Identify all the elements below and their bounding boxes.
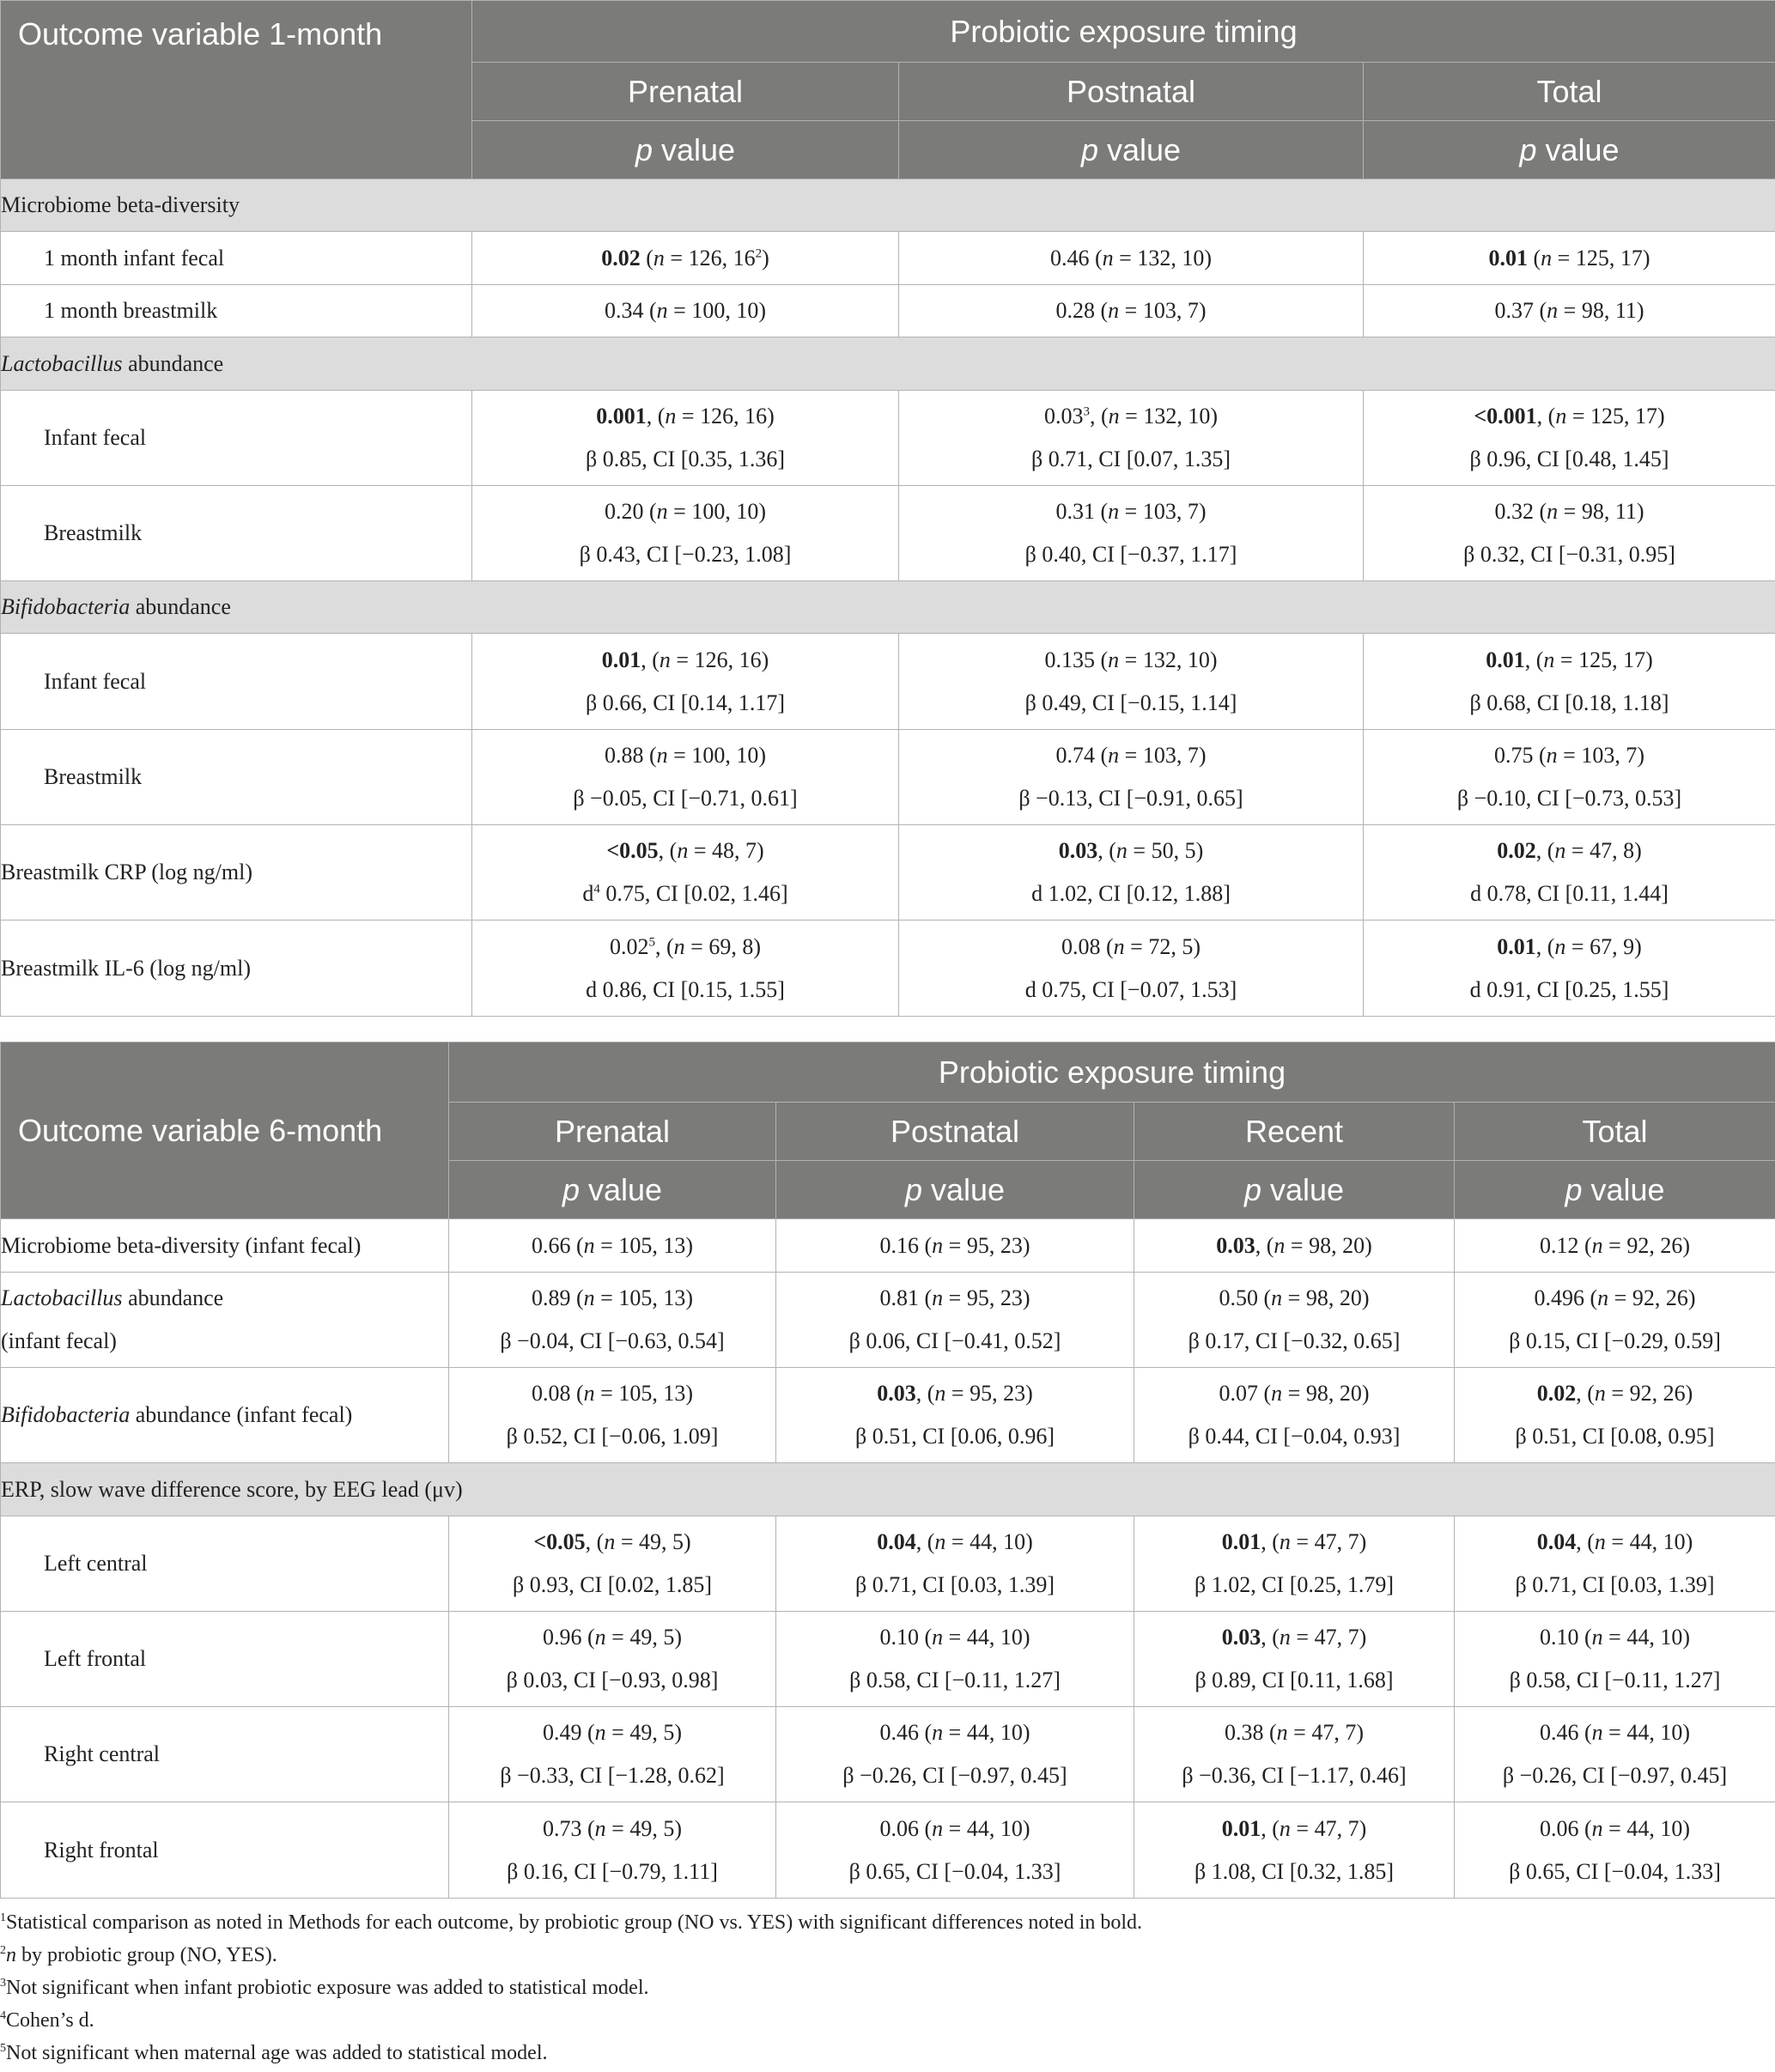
- footnote-2: $^2$n by probiotic group (NO, YES).: [0, 1944, 277, 1966]
- table-row: [1, 1707, 1775, 1802]
- cell-total: 0.37 (n = 98, 11): [1364, 285, 1775, 337]
- col-header-prenatal: Prenatal: [472, 63, 899, 121]
- cell-total: 0.06 (n = 44, 10) β 0.65, CI [−0.04, 1.33]: [1455, 1802, 1775, 1899]
- cell-postnatal: 0.46 (n = 132, 10): [899, 232, 1364, 285]
- pvalue-header: p value: [899, 121, 1364, 179]
- pvalue-header: p value: [1134, 1161, 1455, 1219]
- pvalue-header: p value: [472, 121, 899, 179]
- table-row: [1, 1273, 1775, 1368]
- cell-postnatal: 0.16 (n = 95, 23): [776, 1219, 1134, 1273]
- cell-prenatal: 0.49 (n = 49, 5) β −0.33, CI [−1.28, 0.62]: [449, 1707, 776, 1802]
- row-label: Infant fecal: [1, 634, 472, 730]
- cell-total: 0.75 (n = 103, 7) β −0.10, CI [−0.73, 0.53]: [1364, 730, 1775, 825]
- table-row: [1, 232, 1775, 285]
- cell-prenatal: 0.96 (n = 49, 5) β 0.03, CI [−0.93, 0.98]: [449, 1612, 776, 1707]
- row-label: 1 month infant fecal: [1, 232, 472, 285]
- col-header-total: Total: [1364, 63, 1775, 121]
- cell-prenatal: 0.66 (n = 105, 13): [449, 1219, 776, 1273]
- cell-prenatal: <0.05, (n = 48, 7) $d^4$ 0.75, CI [0.02, 1.46]: [472, 825, 899, 921]
- cell-total: 0.02, (n = 92, 26) β 0.51, CI [0.08, 0.95]: [1455, 1368, 1775, 1463]
- footnote-3: $^3$Not significant when infant probiotic exposure was added to statistical model.: [0, 1977, 649, 1999]
- section-row-beta-diversity: Microbiome beta-diversity: [1, 179, 1775, 232]
- cell-postnatal: 0.74 (n = 103, 7) β −0.13, CI [−0.91, 0.65]: [899, 730, 1364, 825]
- col-header-postnatal: Postnatal: [776, 1103, 1134, 1161]
- cell-postnatal: 0.46 (n = 44, 10) β −0.26, CI [−0.97, 0.45]: [776, 1707, 1134, 1802]
- cell-prenatal: 0.02 (n = 126, $16^2$): [472, 232, 899, 285]
- cell-postnatal: 0.06 (n = 44, 10) β 0.65, CI [−0.04, 1.33]: [776, 1802, 1134, 1899]
- col-header-prenatal: Prenatal: [449, 1103, 776, 1161]
- row-label: Breastmilk: [1, 730, 472, 825]
- cell-total: 0.01, (n = 125, 17) β 0.68, CI [0.18, 1.18]: [1364, 634, 1775, 730]
- table-row: [1, 921, 1775, 1017]
- footnote-5: $^5$Not significant when maternal age was added to statistical model.: [0, 2042, 548, 2064]
- table-row: [1, 1368, 1775, 1463]
- footnotes: [0, 1906, 1775, 2069]
- corner-header: Outcome variable 1-month: [1, 1, 472, 179]
- row-label: Left frontal: [1, 1612, 449, 1707]
- table-row: [1, 634, 1775, 730]
- cell-prenatal: 0.73 (n = 49, 5) β 0.16, CI [−0.79, 1.11]: [449, 1802, 776, 1899]
- cell-postnatal: 0.10 (n = 44, 10) β 0.58, CI [−0.11, 1.27]: [776, 1612, 1134, 1707]
- cell-total: 0.12 (n = 92, 26): [1455, 1219, 1775, 1273]
- cell-postnatal: 0.31 (n = 103, 7) β 0.40, CI [−0.37, 1.17]: [899, 486, 1364, 581]
- cell-prenatal: 0.88 (n = 100, 10) β −0.05, CI [−0.71, 0.61]: [472, 730, 899, 825]
- row-label: Infant fecal: [1, 391, 472, 486]
- cell-prenatal: 0.001, (n = 126, 16) β 0.85, CI [0.35, 1.36]: [472, 391, 899, 486]
- cell-postnatal: 0.03, (n = 95, 23) β 0.51, CI [0.06, 0.96]: [776, 1368, 1134, 1463]
- cell-prenatal: 0.02$^5$, (n = 69, 8) d 0.86, CI [0.15, 1.55]: [472, 921, 899, 1017]
- row-label: Breastmilk CRP (log ng/ml): [1, 825, 472, 921]
- group-header: Probiotic exposure timing: [449, 1042, 1775, 1103]
- cell-postnatal: 0.135 (n = 132, 10) β 0.49, CI [−0.15, 1.14]: [899, 634, 1364, 730]
- cell-recent: 0.38 (n = 47, 7) β −0.36, CI [−1.17, 0.46]: [1134, 1707, 1455, 1802]
- cell-prenatal: 0.20 (n = 100, 10) β 0.43, CI [−0.23, 1.08]: [472, 486, 899, 581]
- col-header-postnatal: Postnatal: [899, 63, 1364, 121]
- cell-prenatal: 0.08 (n = 105, 13) β 0.52, CI [−0.06, 1.09]: [449, 1368, 776, 1463]
- pvalue-header: p value: [776, 1161, 1134, 1219]
- cell-total: 0.496 (n = 92, 26) β 0.15, CI [−0.29, 0.59]: [1455, 1273, 1775, 1368]
- cell-total: 0.32 (n = 98, 11) β 0.32, CI [−0.31, 0.95]: [1364, 486, 1775, 581]
- section-row-erp: ERP, slow wave difference score, by EEG lead (μv): [1, 1463, 1775, 1516]
- table-6-month: [0, 1042, 1775, 1899]
- col-header-recent: Recent: [1134, 1103, 1455, 1161]
- pvalue-header: p value: [449, 1161, 776, 1219]
- cell-total: 0.01, (n = 67, 9) d 0.91, CI [0.25, 1.55]: [1364, 921, 1775, 1017]
- row-label: Left central: [1, 1516, 449, 1612]
- table-row: [1, 730, 1775, 825]
- pvalue-header: p value: [1364, 121, 1775, 179]
- cell-postnatal: 0.04, (n = 44, 10) β 0.71, CI [0.03, 1.39]: [776, 1516, 1134, 1612]
- row-label: 1 month breastmilk: [1, 285, 472, 337]
- table-row: [1, 825, 1775, 921]
- cell-total: 0.10 (n = 44, 10) β 0.58, CI [−0.11, 1.27]: [1455, 1612, 1775, 1707]
- col-header-total: Total: [1455, 1103, 1775, 1161]
- cell-prenatal: 0.01, (n = 126, 16) β 0.66, CI [0.14, 1.17]: [472, 634, 899, 730]
- corner-header: Outcome variable 6-month: [1, 1042, 449, 1219]
- group-header: Probiotic exposure timing: [472, 1, 1775, 63]
- cell-total: 0.01 (n = 125, 17): [1364, 232, 1775, 285]
- cell-recent: 0.03, (n = 98, 20): [1134, 1219, 1455, 1273]
- cell-total: 0.04, (n = 44, 10) β 0.71, CI [0.03, 1.39]: [1455, 1516, 1775, 1612]
- table-row: [1, 391, 1775, 486]
- cell-recent: 0.07 (n = 98, 20) β 0.44, CI [−0.04, 0.93]: [1134, 1368, 1455, 1463]
- footnote-1: $^1$Statistical comparison as noted in Methods for each outcome, by probiotic group (NO vs. YES) with significant differences noted in bold.: [0, 1911, 1143, 1934]
- cell-postnatal: 0.03, (n = 50, 5) d 1.02, CI [0.12, 1.88]: [899, 825, 1364, 921]
- cell-recent: 0.03, (n = 47, 7) β 0.89, CI [0.11, 1.68]: [1134, 1612, 1455, 1707]
- cell-postnatal: 0.81 (n = 95, 23) β 0.06, CI [−0.41, 0.52]: [776, 1273, 1134, 1368]
- cell-prenatal: <0.05, (n = 49, 5) β 0.93, CI [0.02, 1.85]: [449, 1516, 776, 1612]
- cell-prenatal: 0.34 (n = 100, 10): [472, 285, 899, 337]
- table-row: [1, 285, 1775, 337]
- section-row-bifidobacteria: Bifidobacteria abundance: [1, 581, 1775, 634]
- row-label: Right frontal: [1, 1802, 449, 1899]
- row-label: Lactobacillus abundance (infant fecal): [1, 1273, 449, 1368]
- row-label: Breastmilk IL-6 (log ng/ml): [1, 921, 472, 1017]
- table-row: [1, 1612, 1775, 1707]
- cell-recent: 0.01, (n = 47, 7) β 1.08, CI [0.32, 1.85]: [1134, 1802, 1455, 1899]
- table-row: [1, 486, 1775, 581]
- table-1-month: [0, 0, 1775, 1017]
- footnote-4: $^4$Cohen’s d.: [0, 2009, 94, 2032]
- table-row: [1, 1219, 1775, 1273]
- row-label: Right central: [1, 1707, 449, 1802]
- row-label: Microbiome beta-diversity (infant fecal): [1, 1219, 449, 1273]
- cell-total: 0.46 (n = 44, 10) β −0.26, CI [−0.97, 0.45]: [1455, 1707, 1775, 1802]
- row-label: Breastmilk: [1, 486, 472, 581]
- row-label: Bifidobacteria abundance (infant fecal): [1, 1368, 449, 1463]
- cell-postnatal: 0.08 (n = 72, 5) d 0.75, CI [−0.07, 1.53]: [899, 921, 1364, 1017]
- cell-prenatal: 0.89 (n = 105, 13) β −0.04, CI [−0.63, 0.54]: [449, 1273, 776, 1368]
- cell-total: 0.02, (n = 47, 8) d 0.78, CI [0.11, 1.44]: [1364, 825, 1775, 921]
- cell-recent: 0.50 (n = 98, 20) β 0.17, CI [−0.32, 0.65]: [1134, 1273, 1455, 1368]
- cell-postnatal: 0.03$^3$, (n = 132, 10) β 0.71, CI [0.07, 1.35]: [899, 391, 1364, 486]
- cell-total: <0.001, (n = 125, 17) β 0.96, CI [0.48, 1.45]: [1364, 391, 1775, 486]
- table-row: [1, 1516, 1775, 1612]
- pvalue-header: p value: [1455, 1161, 1775, 1219]
- section-row-lactobacillus: Lactobacillus abundance: [1, 337, 1775, 391]
- cell-recent: 0.01, (n = 47, 7) β 1.02, CI [0.25, 1.79]: [1134, 1516, 1455, 1612]
- table-row: [1, 1802, 1775, 1899]
- cell-postnatal: 0.28 (n = 103, 7): [899, 285, 1364, 337]
